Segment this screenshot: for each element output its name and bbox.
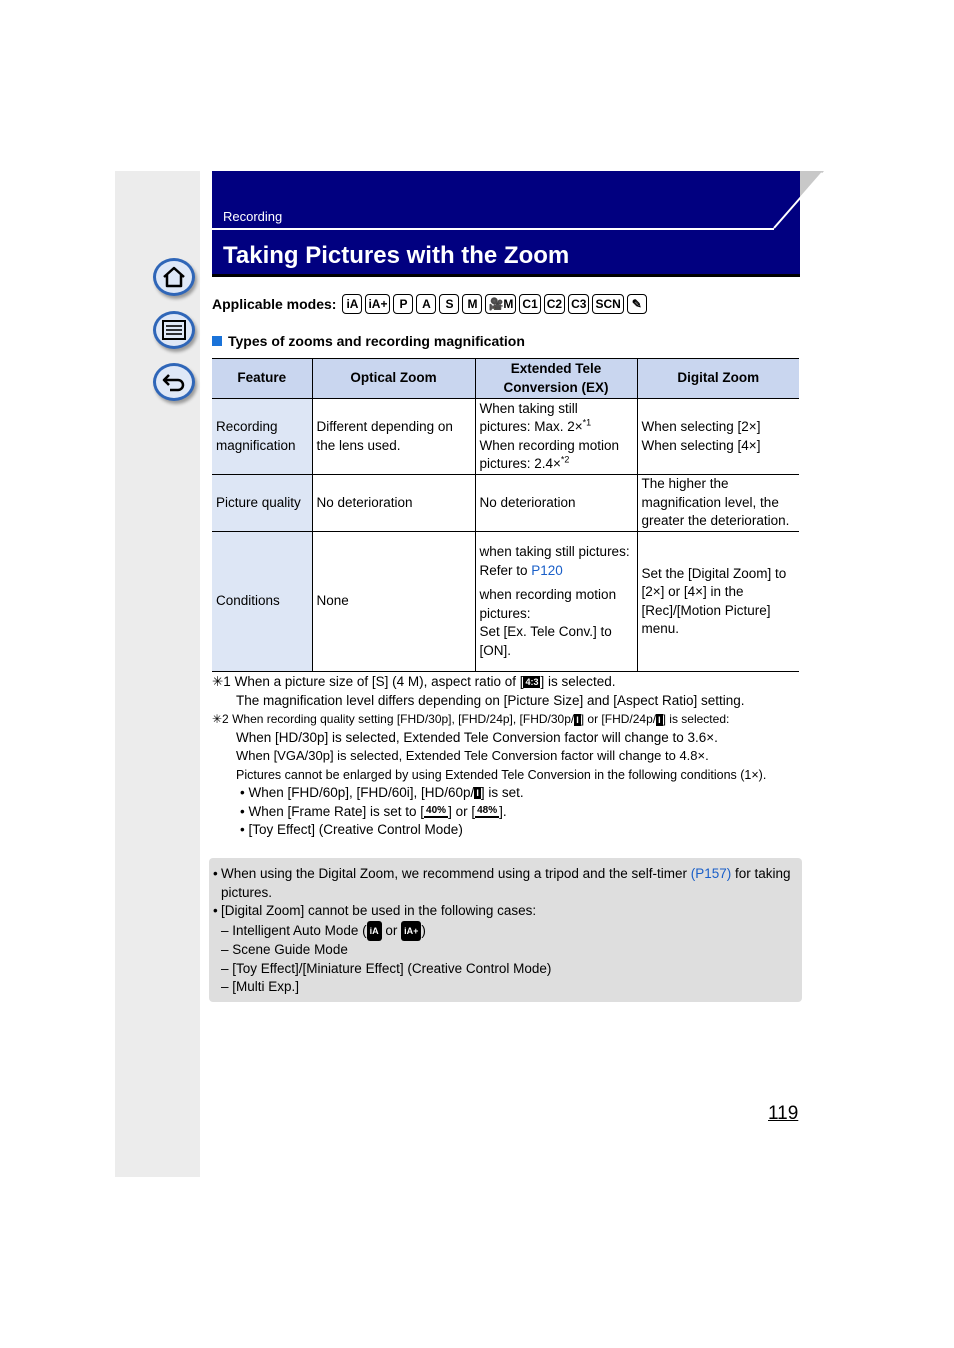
footnote-2-mark: ✳2 (212, 712, 229, 726)
header-corner-decoration (770, 171, 830, 241)
table-row-magnification (212, 399, 799, 475)
ex-still-text: When taking still pictures: Max. 2× (479, 400, 583, 434)
ex-motion-text: When recording motion pictures: 2.4× (479, 437, 620, 471)
page-title: Taking Pictures with the Zoom (223, 242, 570, 269)
case-3: – [Toy Effect]/[Miniature Effect] (Creative Control Mode) (221, 960, 552, 976)
intra-frame-icon: I (576, 714, 579, 725)
mode-icon-creative: ✎ (627, 294, 647, 314)
footnote-2 (212, 710, 812, 729)
cell-optical-quality: No deterioration (312, 475, 475, 532)
cell-ex-conditions (475, 532, 637, 672)
mode-icon-scn: SCN (592, 294, 623, 314)
table-row-conditions (212, 532, 799, 672)
condition-bullet-2-text-c: ]. (499, 803, 507, 819)
subheading (212, 333, 525, 349)
menu-list-button[interactable] (153, 311, 195, 349)
mode-icon-ia-plus: iA+ (365, 294, 390, 314)
footnote-2-text-a: When recording quality setting [FHD/30p], [FHD/24p], [FHD/30p/ (232, 712, 575, 726)
page-number: 119 (768, 1103, 799, 1124)
cell-digital-magnification (637, 399, 799, 475)
footnote-2-text-c: ] is selected: (662, 712, 730, 726)
footnote-1-mark: ✳1 (212, 674, 231, 689)
ia-mode-icon: iA (367, 921, 382, 942)
case-1 (213, 921, 796, 942)
footnote-2-line-3: When [VGA/30p] is selected, Extended Tele Conversion factor will change to 4.8×. (236, 748, 709, 763)
cell-digital-quality: The higher the magnification level, the greater the deterioration. (637, 475, 799, 532)
cell-ex-magnification (475, 399, 637, 475)
condition-bullet-1 (212, 784, 812, 803)
ex-setting-text: Set [Ex. Tele Conv.] to [ON]. (479, 624, 612, 658)
col-header-optical: Optical Zoom (312, 359, 475, 399)
ia-plus-mode-icon: iA+ (401, 921, 421, 942)
section-label: Recording (223, 209, 283, 224)
mode-icon-c1: C1 (519, 294, 540, 314)
table-header-row (212, 359, 799, 399)
condition-bullet-2-text-a: • When [Frame Rate] is set to [ (240, 803, 425, 819)
row-label-magnification: Recording magnification (212, 399, 312, 475)
footnote-2-line-4: Pictures cannot be enlarged by using Extended Tele Conversion in the following conditions (1×). (236, 767, 767, 782)
subheading-text: Types of zooms and recording magnification (228, 333, 525, 349)
square-bullet-icon (212, 336, 222, 346)
title-underline (212, 274, 800, 277)
tip-1-text-b: for taking pictures. (221, 866, 791, 900)
header-divider (212, 228, 774, 230)
tips-box (209, 858, 802, 1002)
condition-bullet-1-text-b: ] is set. (480, 785, 524, 800)
case-1-text-b: ) (421, 922, 426, 938)
footnote-1-text-a: When a picture size of [S] (4 M), aspect ratio of [ (234, 674, 524, 689)
case-2: – Scene Guide Mode (221, 942, 348, 957)
intra-frame-icon: I (658, 714, 661, 725)
table-row-quality (212, 475, 799, 532)
frame-rate-40-icon: 40% (426, 805, 447, 817)
home-button[interactable] (153, 258, 195, 296)
tip-2-text: [Digital Zoom] cannot be used in the following cases: (221, 903, 537, 918)
case-1-text-a: – Intelligent Auto Mode ( (221, 922, 367, 938)
col-header-digital: Digital Zoom (637, 359, 799, 399)
back-button[interactable] (153, 363, 195, 401)
mode-icon-movie-m: 🎥M (485, 294, 516, 314)
row-label-quality: Picture quality (212, 475, 312, 532)
back-icon (161, 370, 187, 394)
link-p120[interactable]: P120 (531, 562, 563, 578)
footnote-1-text-b: ] is selected. (540, 674, 616, 689)
mode-icon-p: P (393, 294, 413, 314)
condition-bullet-2 (212, 803, 812, 822)
condition-bullet-2-text-b: ] or [ (448, 803, 476, 819)
mode-icon-a: A (416, 294, 436, 314)
row-label-conditions: Conditions (212, 532, 312, 672)
footnote-1 (212, 673, 812, 692)
case-1-or: or (381, 922, 402, 938)
cell-optical-conditions: None (312, 532, 475, 672)
zoom-table (212, 358, 799, 672)
ex-refer-text: Refer to (479, 562, 532, 578)
case-4: – [Multi Exp.] (221, 979, 300, 994)
footnotes (212, 673, 812, 840)
digital-4x-text: When selecting [4×] (641, 437, 761, 453)
tip-1: • When using the Digital Zoom, we recommend using a tripod and the self-timer (P157) for taking pictures. (213, 866, 791, 900)
footnote-ref-1: *1 (582, 417, 592, 428)
modes-label: Applicable modes: (212, 296, 337, 312)
cell-digital-conditions: Set the [Digital Zoom] to [2×] or [4×] in the [Rec]/[Motion Picture] menu. (637, 532, 799, 672)
footnote-2-text-b: ] or [FHD/24p/ (580, 712, 657, 726)
aspect-4-3-icon: 4:3 (525, 677, 539, 688)
col-header-ex: Extended Tele Conversion (EX) (475, 359, 637, 399)
mode-icon-ia: iA (342, 294, 362, 314)
condition-bullet-3: • [Toy Effect] (Creative Control Mode) (240, 822, 463, 837)
tip-2: • [Digital Zoom] cannot be used in the following cases: (213, 902, 796, 921)
ex-still-condition: when taking still pictures: (479, 544, 630, 559)
footnote-2-line-2: When [HD/30p] is selected, Extended Tele Conversion factor will change to 3.6×. (236, 729, 718, 745)
ex-refer-line (480, 562, 633, 581)
link-p157[interactable]: (P157) (690, 866, 732, 881)
condition-bullet-1-text-a: • When [FHD/60p], [FHD/60i], [HD/60p/ (240, 785, 475, 800)
mode-icon-m: M (462, 294, 482, 314)
ex-motion-condition: when recording motion pictures: (479, 587, 617, 621)
home-icon (161, 265, 187, 289)
mode-icon-s: S (439, 294, 459, 314)
mode-icon-c2: C2 (544, 294, 565, 314)
footnote-1-line-2: The magnification level differs depending on [Picture Size] and [Aspect Ratio] setting. (236, 692, 745, 708)
cell-ex-quality: No deterioration (475, 475, 637, 532)
intra-frame-icon: I (476, 788, 479, 799)
menu-list-icon (161, 318, 187, 342)
digital-2x-text: When selecting [2×] (641, 419, 761, 434)
mode-icon-c3: C3 (568, 294, 589, 314)
frame-rate-48-icon: 48% (477, 805, 498, 817)
cell-optical-magnification: Different depending on the lens used. (312, 399, 475, 475)
col-header-feature: Feature (212, 359, 312, 399)
tip-1-text-a: When using the Digital Zoom, we recommend using a tripod and the self-timer (221, 866, 691, 881)
footnote-ref-2: *2 (560, 454, 570, 465)
applicable-modes (212, 293, 650, 315)
